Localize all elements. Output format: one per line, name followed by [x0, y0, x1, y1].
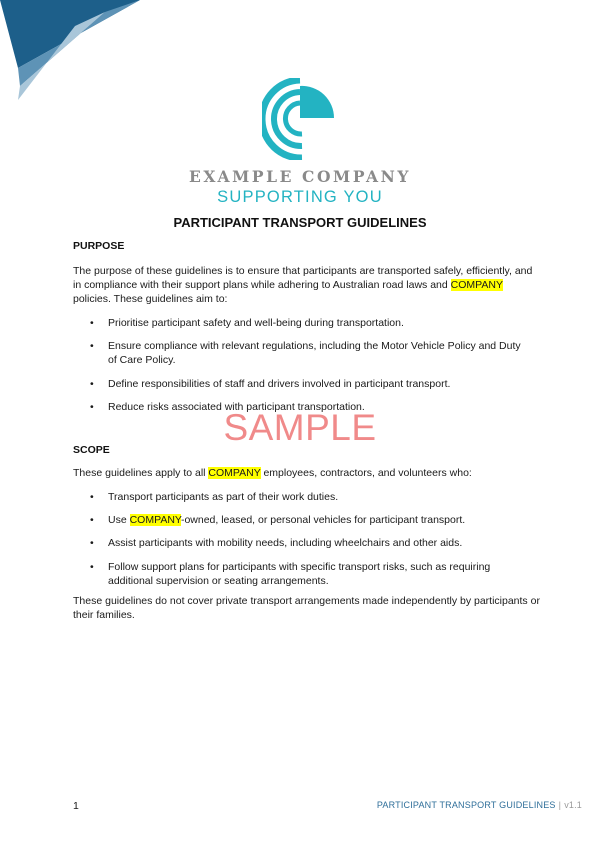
sample-watermark: SAMPLE: [223, 407, 377, 448]
company-highlight: COMPANY: [450, 279, 503, 292]
bullet-icon: •: [90, 560, 94, 573]
bullet-icon: •: [90, 537, 94, 550]
document-title: PARTICIPANT TRANSPORT GUIDELINES: [173, 215, 427, 230]
list-item-text: Follow support plans for participants with specific transport risks, such as requiring additional supervision or seating arrangements.: [108, 560, 491, 587]
list-item-text: Assist participants with mobility needs, including wheelchairs and other aids.: [108, 537, 463, 550]
list-item: [73, 316, 523, 330]
scope-intro-text: These guidelines apply to all: [73, 467, 209, 479]
bullet-icon: •: [90, 400, 94, 413]
footer-doc-info: [377, 800, 582, 810]
company-tagline: SUPPORTING YOU: [217, 188, 383, 206]
corner-decoration: [0, 0, 140, 105]
list-item-text: Use: [108, 514, 130, 527]
footer-version: v1.1: [564, 800, 582, 810]
company-name: EXAMPLE COMPANY: [188, 167, 412, 186]
purpose-intro: [73, 264, 543, 307]
purpose-intro-text-end: policies. These guidelines aim to:: [73, 293, 228, 306]
bullet-icon: •: [90, 340, 94, 353]
company-logo: [262, 78, 338, 160]
company-highlight: COMPANY: [208, 467, 261, 479]
list-item: [73, 513, 523, 527]
list-item-text-end: -owned, leased, or personal vehicles for participant transport.: [180, 514, 466, 527]
footer-doc-title: PARTICIPANT TRANSPORT GUIDELINES: [376, 800, 556, 810]
scope-intro: [73, 466, 543, 480]
scope-intro-text-end: employees, contractors, and volunteers who:: [260, 467, 472, 479]
list-item-text: Transport participants as part of their work duties.: [108, 491, 339, 503]
list-item-text: Reduce risks associated with participant transportation.: [108, 400, 365, 413]
bullet-icon: •: [90, 377, 94, 390]
purpose-intro-text: The purpose of these guidelines is to ensure that participants are transported safely, efficiently, and in compliance with their support plans while adhering to Australian road laws and: [73, 265, 533, 292]
list-item: [73, 536, 523, 550]
bullet-icon: •: [90, 317, 94, 329]
list-item-text: Define responsibilities of staff and drivers involved in participant transport.: [108, 377, 451, 390]
list-item-text: Prioritise participant safety and well-being during transportation.: [108, 317, 404, 329]
scope-bullet-list: [73, 490, 523, 597]
purpose-heading: PURPOSE: [73, 240, 125, 252]
scope-heading: SCOPE: [73, 444, 110, 456]
list-item: [73, 560, 523, 588]
bullet-icon: •: [90, 514, 94, 527]
footer-separator: |: [558, 800, 562, 810]
list-item-text: Ensure compliance with relevant regulations, including the Motor Vehicle Policy and Duty of Care Policy.: [108, 340, 521, 367]
list-item: [73, 339, 523, 367]
list-item: [73, 377, 523, 391]
company-highlight: COMPANY: [129, 514, 181, 527]
page-number: 1: [73, 800, 79, 812]
list-item: [73, 490, 523, 504]
scope-closing: These guidelines do not cover private transport arrangements made independently by participants or their families.: [73, 595, 540, 622]
bullet-icon: •: [90, 491, 94, 503]
